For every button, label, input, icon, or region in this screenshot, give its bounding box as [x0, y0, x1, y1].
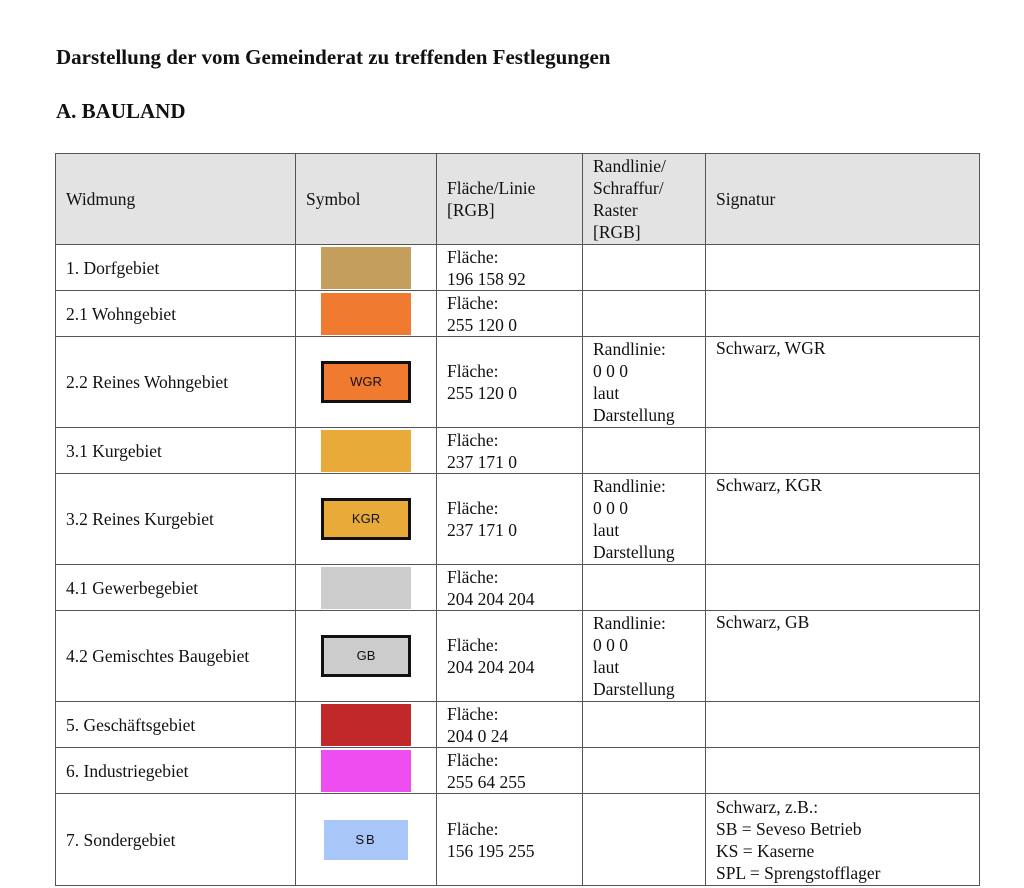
table-row — [56, 794, 980, 886]
symbol-cell — [296, 565, 437, 611]
widmung-cell: 6. Industriegebiet — [56, 748, 296, 794]
table-row — [56, 748, 980, 794]
randlinie-cell — [583, 428, 706, 474]
table-row — [56, 245, 980, 291]
randlinie-cell: Randlinie: 0 0 0 laut Darstellung — [583, 611, 706, 702]
color-swatch — [321, 247, 411, 289]
signatur-cell — [706, 565, 980, 611]
flaeche-cell: Fläche: 237 171 0 — [437, 474, 583, 565]
randlinie-cell — [583, 291, 706, 337]
flaeche-cell: Fläche: 237 171 0 — [437, 428, 583, 474]
header-flaeche: Fläche/Linie [RGB] — [437, 154, 583, 245]
randlinie-cell: Randlinie: 0 0 0 laut Darstellung — [583, 474, 706, 565]
color-swatch — [321, 750, 411, 792]
widmung-cell: 4.2 Gemischtes Baugebiet — [56, 611, 296, 702]
randlinie-cell — [583, 245, 706, 291]
signatur-cell: Schwarz, GB — [706, 611, 980, 702]
symbol-cell — [296, 474, 437, 565]
table-row — [56, 291, 980, 337]
widmung-table — [55, 153, 980, 886]
color-swatch — [321, 293, 411, 335]
table-row — [56, 565, 980, 611]
signatur-cell — [706, 702, 980, 748]
signatur-cell: Schwarz, z.B.: SB = Seveso Betrieb KS = Kaserne SPL = Sprengstofflager — [706, 794, 980, 886]
table-header-row — [56, 154, 980, 245]
table-row — [56, 474, 980, 565]
signatur-cell — [706, 428, 980, 474]
color-swatch: SB — [324, 820, 408, 860]
table-row — [56, 337, 980, 428]
header-symbol: Symbol — [296, 154, 437, 245]
symbol-cell — [296, 748, 437, 794]
color-swatch: GB — [321, 635, 411, 677]
symbol-cell — [296, 611, 437, 702]
signatur-cell — [706, 291, 980, 337]
symbol-cell — [296, 245, 437, 291]
color-swatch — [321, 430, 411, 472]
randlinie-cell — [583, 794, 706, 886]
color-swatch — [321, 567, 411, 609]
color-swatch: KGR — [321, 498, 411, 540]
header-widmung: Widmung — [56, 154, 296, 245]
color-swatch: WGR — [321, 361, 411, 403]
widmung-cell: 4.1 Gewerbegebiet — [56, 565, 296, 611]
header-signatur: Signatur — [706, 154, 980, 245]
flaeche-cell: Fläche: 196 158 92 — [437, 245, 583, 291]
table-row — [56, 611, 980, 702]
widmung-cell: 3.2 Reines Kurgebiet — [56, 474, 296, 565]
signatur-cell — [706, 748, 980, 794]
widmung-cell: 1. Dorfgebiet — [56, 245, 296, 291]
table-row — [56, 428, 980, 474]
widmung-cell: 5. Geschäftsgebiet — [56, 702, 296, 748]
symbol-cell — [296, 428, 437, 474]
table-row — [56, 702, 980, 748]
section-heading: A. BAULAND — [56, 99, 186, 123]
randlinie-cell — [583, 565, 706, 611]
randlinie-cell — [583, 702, 706, 748]
flaeche-cell: Fläche: 204 0 24 — [437, 702, 583, 748]
signatur-cell: Schwarz, WGR — [706, 337, 980, 428]
randlinie-cell — [583, 748, 706, 794]
symbol-cell — [296, 291, 437, 337]
widmung-cell: 2.2 Reines Wohngebiet — [56, 337, 296, 428]
flaeche-cell: Fläche: 255 120 0 — [437, 291, 583, 337]
signatur-cell: Schwarz, KGR — [706, 474, 980, 565]
widmung-cell: 7. Sondergebiet — [56, 794, 296, 886]
widmung-cell: 2.1 Wohngebiet — [56, 291, 296, 337]
flaeche-cell: Fläche: 255 64 255 — [437, 748, 583, 794]
flaeche-cell: Fläche: 204 204 204 — [437, 611, 583, 702]
symbol-cell — [296, 702, 437, 748]
header-randlinie: Randlinie/ Schraffur/ Raster [RGB] — [583, 154, 706, 245]
flaeche-cell: Fläche: 156 195 255 — [437, 794, 583, 886]
symbol-cell — [296, 794, 437, 886]
flaeche-cell: Fläche: 255 120 0 — [437, 337, 583, 428]
symbol-cell — [296, 337, 437, 428]
flaeche-cell: Fläche: 204 204 204 — [437, 565, 583, 611]
signatur-cell — [706, 245, 980, 291]
randlinie-cell: Randlinie: 0 0 0 laut Darstellung — [583, 337, 706, 428]
document-title: Darstellung der vom Gemeinderat zu treffenden Festlegungen — [56, 45, 611, 69]
color-swatch — [321, 704, 411, 746]
widmung-cell: 3.1 Kurgebiet — [56, 428, 296, 474]
